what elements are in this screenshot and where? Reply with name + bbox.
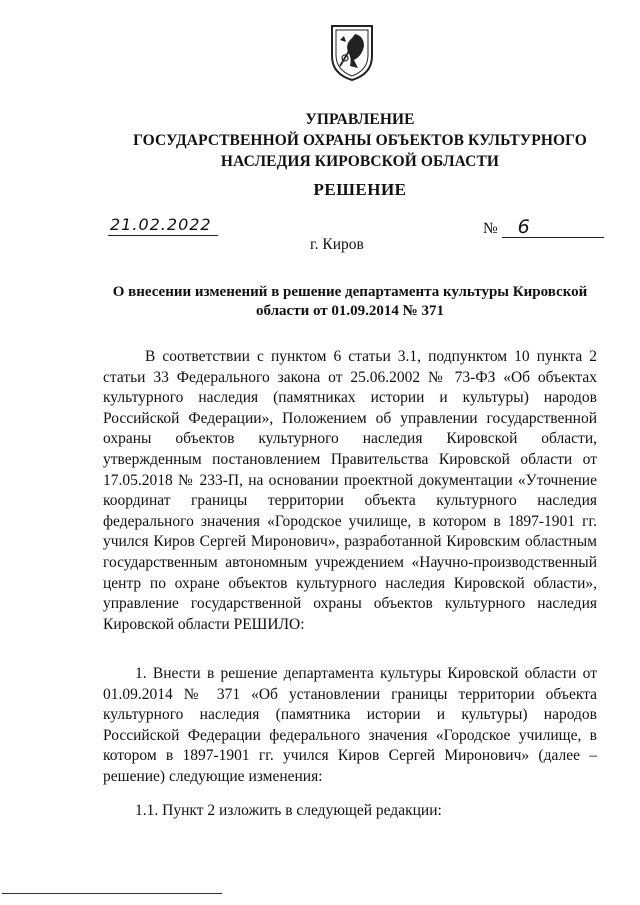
- body-paragraph: 1. Внести в решение департамента культуры Кировской области от 01.09.2014 № 371 «Об установлении границы территории объекта культурного наследия (памятника истории и культуры) народов Российской Федерации федерального значения «Городское училище, в котором в 1897-1901 гг. учился Киров Сергей Миронович» (далее – решение) следующие изменения:: [103, 665, 597, 785]
- city: г. Киров: [310, 236, 364, 253]
- number-label: №: [483, 220, 498, 237]
- document-number: [483, 217, 604, 238]
- org-line: УПРАВЛЕНИЕ: [305, 111, 415, 128]
- number-value: 6: [502, 217, 604, 238]
- organization-name: [110, 109, 610, 172]
- body-paragraph: В соответствии с пунктом 6 статьи 3.1, подпунктом 10 пункта 2 статьи 33 Федерального закона от 25.06.2002 № 73-ФЗ «Об объектах культурного наследия (памятниках истории и культуры) народов Российской Федерации», Положением об управлении государственной охраны объектов культурного наследия Кировской области, утвержденным постановлением Правительства Кировской области от 17.05.2018 № 233-П, на основании проектной документации «Уточнение координат границы территории объекта культурного наследия федерального значения «Городское училище, в котором в 1897-1901 гг. учился Киров Сергей Миронович», разработанной Кировским областным государственным автономным учреждением «Научно-производственный центр по охране объектов культурного наследия Кировской области», управление государственной охраны объектов культурного наследия Кировской области РЕШИЛО:: [103, 348, 597, 633]
- footnote-divider: [2, 893, 222, 894]
- document-subject: О внесении изменений в решение департамента культуры Кировской области от 01.09.2014 № 371: [112, 284, 588, 319]
- org-line: НАСЛЕДИЯ КИРОВСКОЙ ОБЛАСТИ: [220, 153, 500, 170]
- document-type-title: РЕШЕНИЕ: [313, 180, 407, 199]
- body-paragraph: 1.1. Пункт 2 изложить в следующей редакции:: [135, 802, 442, 819]
- document-date: 21.02.2022: [108, 215, 218, 236]
- coat-of-arms-icon: [328, 22, 376, 84]
- org-line: ГОСУДАРСТВЕННОЙ ОХРАНЫ ОБЪЕКТОВ КУЛЬТУРНОГО: [133, 132, 587, 149]
